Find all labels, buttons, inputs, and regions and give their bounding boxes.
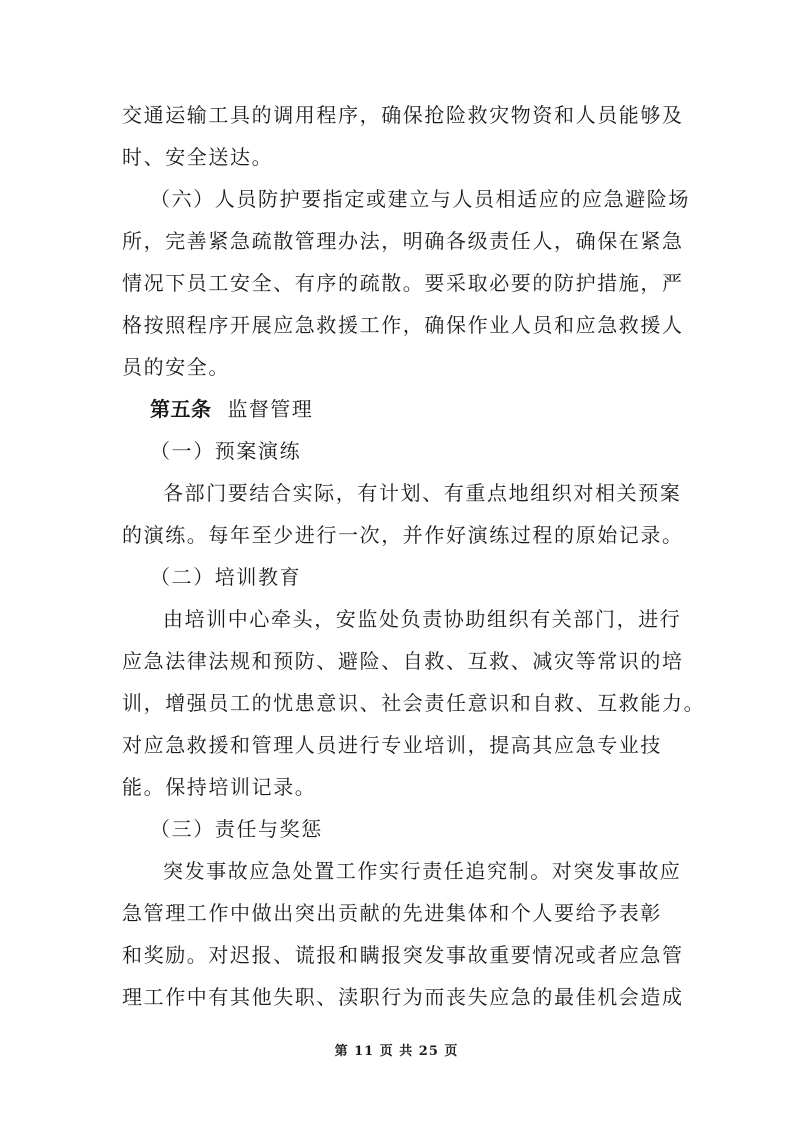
body-line: 格按照程序开展应急救援工作，确保作业人员和应急救援人 bbox=[122, 313, 684, 337]
body-line: 由培训中心牵头，安监处负责协助组织有关部门，进行 bbox=[163, 607, 682, 631]
body-line: 急管理工作中做出突出贡献的先进集体和个人要给予表彰 bbox=[122, 901, 662, 925]
body-line: 和奖励。对迟报、谎报和瞒报突发事故重要情况或者应急管 bbox=[122, 943, 684, 967]
body-line: 理工作中有其他失职、渎职行为而丧失应急的最佳机会造成 bbox=[122, 985, 684, 1009]
section-title: （一）预案演练 bbox=[150, 439, 302, 463]
body-line: 的演练。每年至少进行一次，并作好演练过程的原始记录。 bbox=[122, 523, 684, 547]
page-number-footer: 第 11 页 共 25 页 bbox=[334, 1044, 459, 1059]
body-line: 所，完善紧急疏散管理办法，明确各级责任人，确保在紧急 bbox=[122, 229, 684, 253]
body-line: 时、安全送达。 bbox=[122, 145, 274, 169]
body-line: 能。保持培训记录。 bbox=[122, 775, 317, 799]
section-title: （三）责任与奖惩 bbox=[150, 817, 323, 841]
body-line: 情况下员工安全、有序的疏散。要采取必要的防护措施，严 bbox=[122, 271, 684, 295]
body-line: 对应急救援和管理人员进行专业培训，提高其应急专业技 bbox=[122, 733, 662, 757]
body-line: （六）人员防护要指定或建立与人员相适应的应急避险场 bbox=[150, 187, 690, 211]
section-title: （二）培训教育 bbox=[150, 565, 302, 589]
body-line: 员的安全。 bbox=[122, 355, 230, 379]
article-heading bbox=[150, 395, 313, 423]
body-line: 各部门要结合实际，有计划、有重点地组织对相关预案 bbox=[163, 481, 682, 505]
body-line: 训，增强员工的忧患意识、社会责任意识和自救、互救能力。 bbox=[122, 691, 706, 715]
article-number: 第五条 bbox=[150, 397, 212, 421]
body-line: 突发事故应急处置工作实行责任追究制。对突发事故应 bbox=[163, 859, 682, 883]
body-line: 交通运输工具的调用程序，确保抢险救灾物资和人员能够及 bbox=[122, 103, 684, 127]
article-title: 监督管理 bbox=[227, 397, 314, 421]
body-line: 应急法律法规和预防、避险、自救、互救、减灾等常识的培 bbox=[122, 649, 684, 673]
